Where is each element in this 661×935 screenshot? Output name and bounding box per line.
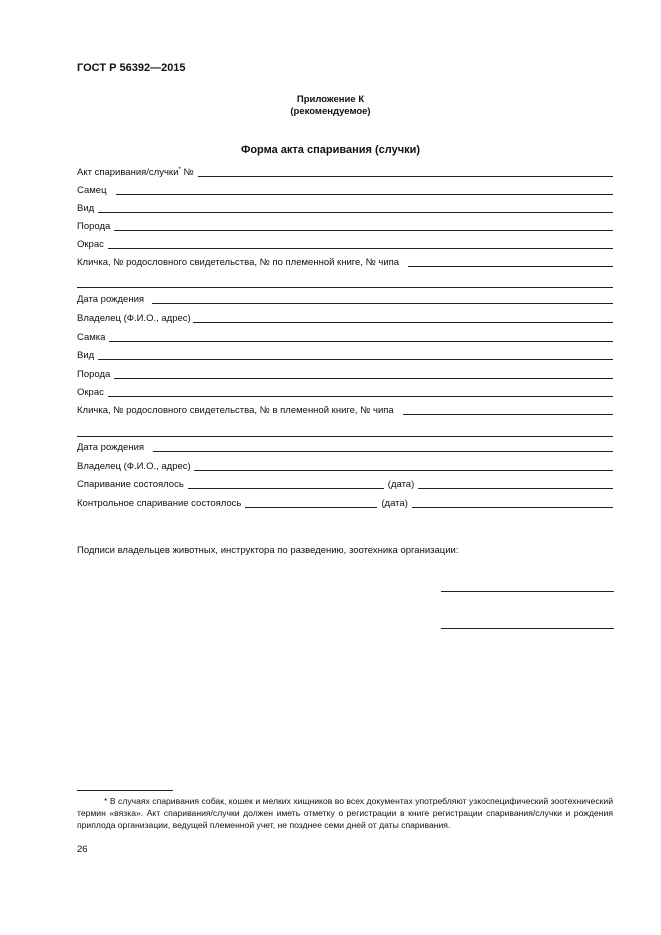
signature-line-1[interactable] — [441, 591, 614, 592]
female-species-field[interactable] — [98, 358, 613, 360]
male-color-label: Окрас — [77, 239, 104, 250]
male-birth-row — [77, 293, 613, 306]
signatures-text: Подписи владельцев животных, инструктора по разведению, зоотехника организации: — [77, 545, 459, 556]
female-breed-field[interactable] — [114, 377, 613, 379]
male-owner-field[interactable] — [193, 321, 613, 323]
act-label: Акт спаривания/случки* № — [77, 165, 194, 178]
female-owner-row — [77, 460, 613, 473]
mating-field[interactable] — [188, 487, 384, 489]
female-owner-label: Владелец (Ф.И.О., адрес) — [77, 461, 191, 472]
footnote-mark: * — [104, 796, 108, 806]
female-birth-row — [77, 441, 613, 454]
male-label: Самец — [77, 185, 107, 196]
male-owner-row — [77, 312, 613, 325]
mating-label: Спаривание состоялось — [77, 479, 184, 490]
female-field[interactable] — [109, 340, 613, 342]
control-mating-field[interactable] — [245, 506, 377, 508]
female-color-label: Окрас — [77, 387, 104, 398]
female-breed-label: Порода — [77, 369, 111, 380]
female-breed-row — [77, 368, 613, 381]
male-owner-label: Владелец (Ф.И.О., адрес) — [77, 313, 191, 324]
mating-date-field[interactable] — [418, 487, 613, 489]
footnote-text: В случаях спаривания собак, кошек и мелких хищников во всех документах употребляют узкоспецифический зоотехнический термин «вязка». Акт спаривания/случки должен иметь отметку о регистрации в книге регистрации спаривания/случки и рождения приплода организации, ведущей племенной учет, не позднее семи дней от даты спаривания. — [77, 796, 613, 830]
male-row — [77, 184, 613, 197]
female-birth-field[interactable] — [153, 450, 613, 452]
control-mating-row — [77, 497, 613, 510]
female-name-row — [77, 404, 613, 417]
male-breed-label: Порода — [77, 221, 111, 232]
footnote-mark: * — [178, 165, 181, 173]
footnote-rule — [77, 790, 173, 791]
control-mating-date-field[interactable] — [412, 506, 613, 508]
document-header: ГОСТ Р 56392—2015 — [77, 62, 186, 74]
page-number: 26 — [77, 844, 88, 855]
male-field[interactable] — [116, 193, 613, 195]
appendix-subtitle: (рекомендуемое) — [290, 106, 371, 117]
male-name-row — [77, 256, 613, 269]
form-title: Форма акта спаривания (случки) — [240, 144, 421, 156]
male-color-row — [77, 238, 613, 251]
male-birth-label: Дата рождения — [77, 294, 145, 305]
male-name-label: Кличка, № родословного свидетельства, № по племенной книге, № чипа — [77, 257, 400, 268]
signature-line-2[interactable] — [441, 628, 614, 629]
act-number-field[interactable] — [198, 175, 613, 177]
male-name-field[interactable] — [408, 265, 613, 267]
male-breed-row — [77, 220, 613, 233]
female-birth-label: Дата рождения — [77, 442, 145, 453]
female-row — [77, 331, 613, 344]
appendix-title: Приложение К — [296, 94, 365, 105]
female-color-row — [77, 386, 613, 399]
mating-row — [77, 478, 613, 491]
mating-date-label: (дата) — [387, 479, 415, 490]
male-species-label: Вид — [77, 203, 95, 214]
female-owner-field[interactable] — [194, 469, 613, 471]
female-name-field[interactable] — [403, 413, 613, 415]
footnote — [77, 795, 613, 831]
female-color-field[interactable] — [108, 395, 613, 397]
male-breed-field[interactable] — [114, 229, 613, 231]
male-species-field[interactable] — [98, 211, 613, 213]
female-name-extra-line[interactable] — [77, 436, 613, 437]
female-species-row — [77, 349, 613, 362]
female-label: Самка — [77, 332, 106, 343]
control-mating-date-label: (дата) — [381, 498, 408, 509]
male-birth-field[interactable] — [152, 302, 613, 304]
control-mating-label: Контрольное спаривание состоялось — [77, 498, 242, 509]
act-number-row — [77, 166, 613, 179]
female-species-label: Вид — [77, 350, 95, 361]
female-name-label: Кличка, № родословного свидетельства, № в племенной книге, № чипа — [77, 405, 394, 416]
male-species-row — [77, 202, 613, 215]
male-color-field[interactable] — [108, 247, 613, 249]
male-name-extra-line[interactable] — [77, 287, 613, 288]
